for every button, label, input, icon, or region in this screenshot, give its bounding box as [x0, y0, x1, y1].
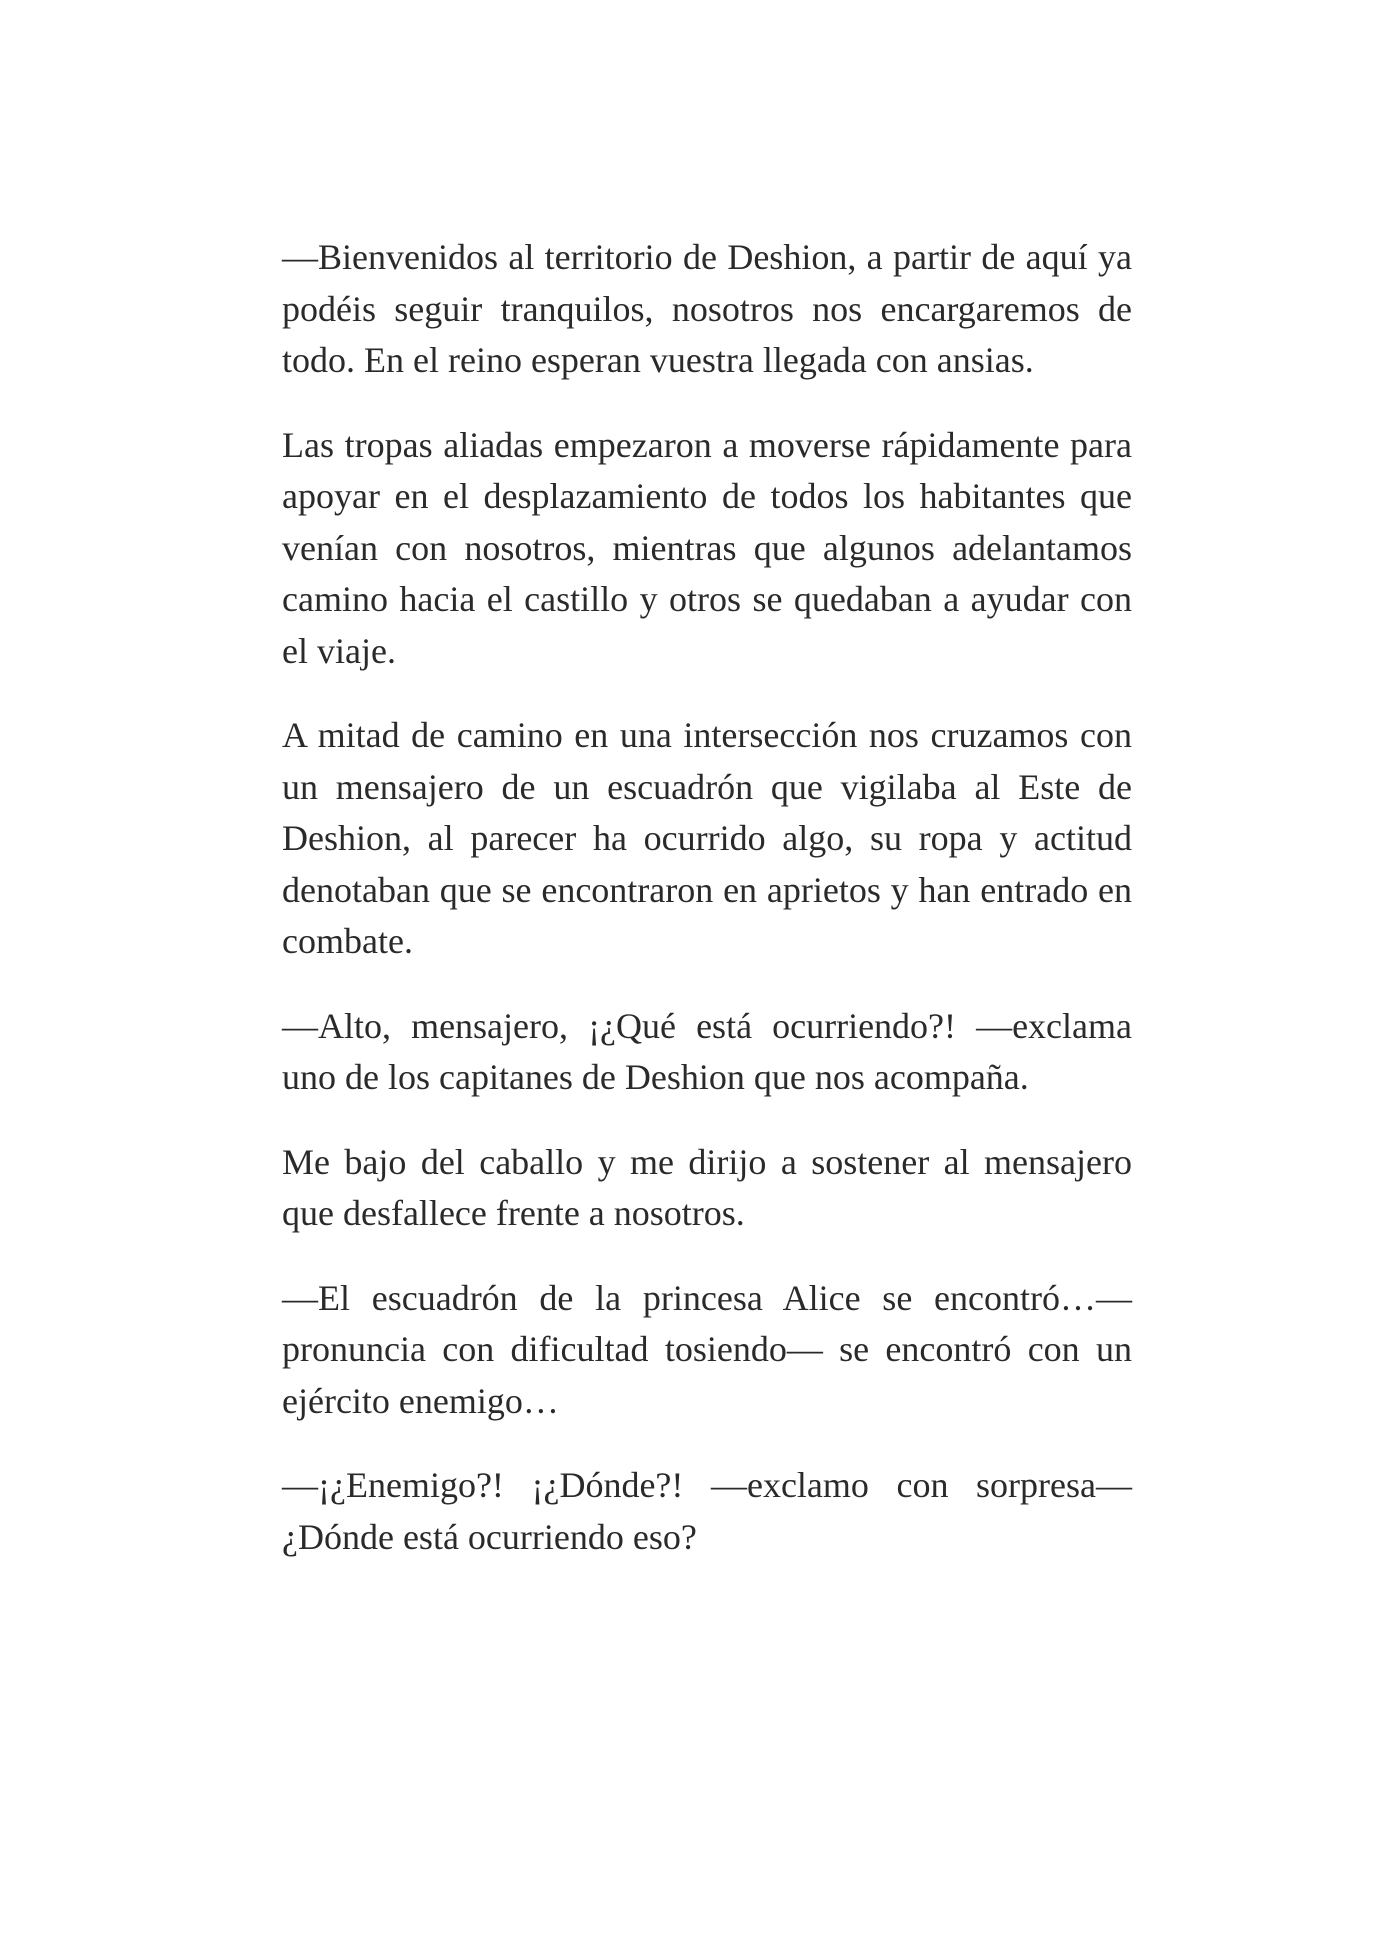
paragraph: —Alto, mensajero, ¡¿Qué está ocurriendo?! —exclama uno de los capitanes de Deshion que nos acompaña. [282, 1005, 1132, 1097]
paragraph: A mitad de camino en una intersección nos cruzamos con un mensajero de un escuadrón que vigilaba al Este de Deshion, al parecer ha ocurrido algo, su ropa y actitud denotaban que se encontraron en aprietos y han entrado en combate. [282, 715, 1132, 961]
paragraph: —Bienvenidos al territorio de Deshion, a partir de aquí ya podéis seguir tranquilos, nosotros nos encargaremos de todo. En el reino esperan vuestra llegada con ansias. [282, 237, 1132, 380]
paragraph: —¡¿Enemigo?! ¡¿Dónde?! —exclamo con sorpresa— ¿Dónde está ocurriendo eso? [282, 1465, 1132, 1557]
paragraph: Las tropas aliadas empezaron a moverse rápidamente para apoyar en el desplazamiento de todos los habitantes que venían con nosotros, mientras que algunos adelantamos camino hacia el castillo y otros se quedaban a ayudar con el viaje. [282, 424, 1132, 671]
paragraph: Me bajo del caballo y me dirijo a sostener al mensajero que desfallece frente a nosotros. [282, 1141, 1132, 1233]
paragraph: —El escuadrón de la princesa Alice se encontró…— pronuncia con dificultad tosiendo— se encontró con un ejército enemigo… [282, 1277, 1132, 1421]
page-text [282, 232, 1132, 1596]
